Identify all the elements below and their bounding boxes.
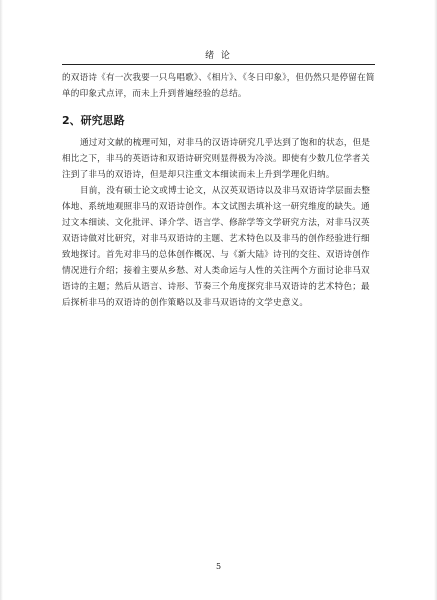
paragraph-line: 情况进行介绍；接着主要从乡愁、对人类命运与人性的关注两个方面讨论非马双 [62, 266, 370, 276]
page-left-edge [0, 0, 3, 600]
paragraph-line: 过文本细读、文化批评、译介学、语言学、修辞学等文学研究方法，对非马汉英 [62, 218, 370, 228]
running-header: 绪 论 [205, 51, 232, 61]
body-paragraph-1 [62, 135, 377, 183]
continued-paragraph [62, 70, 377, 102]
page-number: 5 [215, 562, 222, 571]
paragraph-line: 后探析非马的双语诗的创作策略以及非马双语诗的文学史意义。 [62, 298, 309, 308]
paragraph-line: 致地探讨。首先对非马的总体创作概况、与《新大陆》诗刊的交往、双语诗创作 [62, 250, 370, 260]
body-paragraph-2 [62, 183, 377, 311]
paragraph-line: 语诗的主题；然后从语言、诗形、节奏三个角度探究非马双语诗的艺术特色；最 [62, 282, 370, 292]
paragraph-line: 单的印象式点评，而未上升到普遍经验的总结。 [62, 89, 247, 99]
section-heading: 2、研究思路 [62, 114, 125, 127]
paragraph-line: 双语诗做对比研究，对非马双语诗的主题、艺术特色以及非马的创作经验进行细 [62, 234, 370, 244]
paragraph-line: 体地、系统地观照非马的双语诗创作。本文试图去填补这一研究维度的缺失。通 [62, 202, 370, 212]
paragraph-line: 相比之下，非马的英语诗和双语诗研究则显得极为冷淡。即使有少数几位学者关 [62, 154, 370, 164]
paragraph-line: 目前，没有硕士论文或博士论文，从汉英双语诗以及非马双语诗学层面去整 [80, 186, 371, 196]
paragraph-line: 的双语诗《有一次我要一只鸟唱歌》、《相片》、《冬日印象》，但仍然只是停留在简 [62, 73, 375, 83]
paragraph-line: 通过对文献的梳理可知，对非马的汉语诗研究几乎达到了饱和的状态，但是 [80, 138, 371, 148]
header-rule [62, 64, 375, 65]
paragraph-line: 注到了非马的双语诗，但是却只注重文本细读而未上升到学理化归纳。 [62, 170, 335, 180]
